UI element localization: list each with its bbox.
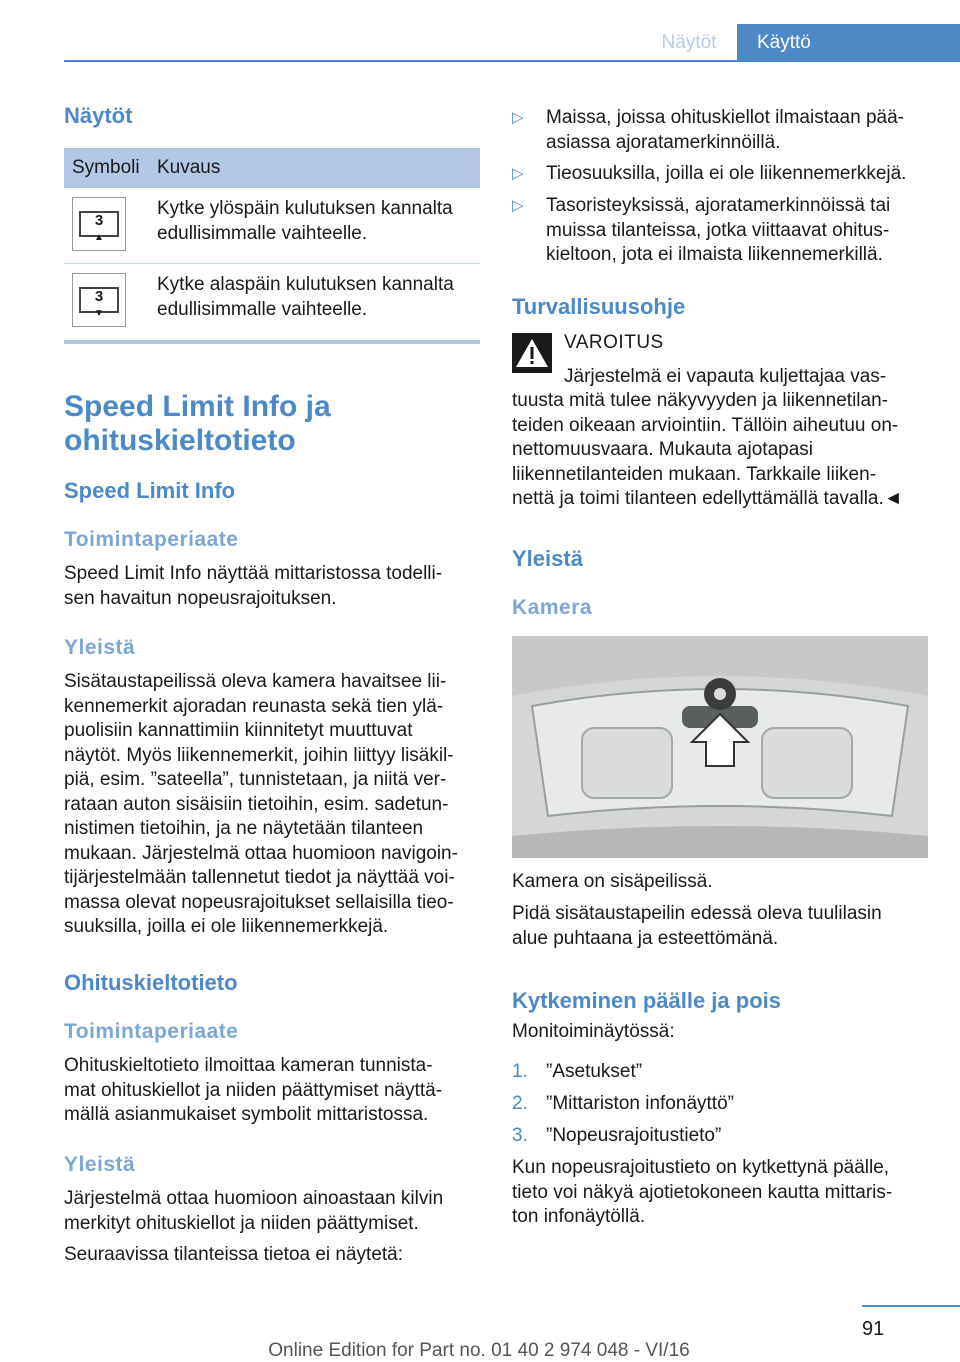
triangle-bullet-icon: ▷ (512, 109, 524, 126)
gear-down-icon: 3 ▼ (72, 273, 126, 327)
footer-rule (862, 1305, 960, 1307)
heading-switch: Kytkeminen päälle ja pois (512, 988, 781, 1013)
triangle-bullet-icon: ▷ (512, 165, 524, 182)
table-header (64, 148, 480, 188)
paragraph-principle-2: Ohituskieltotieto ilmoittaa kameran tunnista- mat ohituskiellot ja niiden päättymiset näyttä- mällä asianmukaiset symbolit mittaristossa. (64, 1055, 443, 1125)
header-tab-operation: Käyttö (737, 24, 960, 62)
page-number: 91 (862, 1318, 885, 1340)
heading-speed-limit-info: Speed Limit Info (64, 478, 236, 503)
heading-principle: Toimintaperiaate (64, 528, 239, 551)
section-title-displays: Näytöt (64, 103, 133, 128)
list-item: ▷ Maissa, joissa ohituskiellot ilmaistaan pää- asiassa ajoratamerkinnöillä. (512, 107, 904, 153)
heading-overtaking: Ohituskieltotieto (64, 970, 238, 995)
header-tab-displays: Näytöt (661, 32, 717, 53)
table-row: Kytke ylöspäin kulutuksen kannalta edullisimmalle vaihteelle. (157, 198, 453, 244)
camera-illustration (512, 636, 928, 858)
warning-first-line: Järjestelmä ei vapauta kuljettajaa vas- (564, 366, 887, 387)
footer-edition: Online Edition for Part no. 01 40 2 974 048 - VI/16 (268, 1340, 690, 1361)
heading-camera: Kamera (512, 596, 593, 619)
warning-icon (512, 333, 552, 373)
switch-intro: Monitoiminäytössä: (512, 1021, 675, 1042)
heading-general-2: Yleistä (64, 1153, 136, 1176)
table-row: Kytke alaspäin kulutuksen kannalta edullisimmalle vaihteelle. (157, 274, 454, 320)
heading-principle-2: Toimintaperiaate (64, 1020, 239, 1043)
warning-text: tuusta mitä tulee näkyvyyden ja liikennetilan- teiden oikeaan arviointiin. Tällöin aiheutuu on- nettomuusvaara. Mukauta ajotapasi liikennetilanteiden mukaan. Tarkkaile liiken- nettä ja toimi tilanteen edellyttämällä tavalla.◄ (512, 390, 903, 509)
warning-label: VAROITUS (564, 332, 664, 353)
col-symbol: Symboli (72, 157, 140, 178)
page-title: Speed Limit Info ja ohituskieltotieto (64, 390, 331, 457)
heading-general-right: Yleistä (512, 546, 583, 571)
paragraph-general: Sisätaustapeilissä oleva kamera havaitsee lii- kennemerkit ajoradan reunasta sekä tien ylä- puolisiin kannattimiin kiinnitetyt muuttuvat näytöt. Myös liikennemerkit, joihin liittyy lisäkil- piä, esim. ”sateella”, tunnistetaan, ja niitä ver- rataan auton sisäisiin tietoihin, esim. sadetun- nistimen tietoihin, ja ne näytetään tilanteen mukaan. Järjestelmä ottaa huomioon navigoin- tijärjestelmään tallennetut tiedot ja näyttää voi- massa olevat nopeusrajoitukset sellaisilla tieo- suuksilla, joilla ei ole liikennemerkkejä. (64, 671, 458, 937)
final-paragraph: Kun nopeusrajoitustieto on kytkettynä päälle, tieto voi näkyä ajotietokoneen kautta mittaris- ton infonäytöllä. (512, 1157, 893, 1227)
list-item: ▷ Tasoristeyksissä, ajoratamerkinnöissä tai muissa tilanteissa, jotka viittaavat ohitus- kieltoon, jota ei ilmaista liikennemerkillä. (512, 195, 891, 265)
row-divider (64, 263, 480, 264)
camera-text: Pidä sisätaustapeilin edessä oleva tuulilasin alue puhtaana ja esteettömänä. (512, 903, 882, 949)
paragraph-general-2: Järjestelmä ottaa huomioon ainoastaan kilvin merkityt ohituskiellot ja niiden päättymiset. (64, 1188, 444, 1234)
paragraph-situations: Seuraavissa tilanteissa tietoa ei näytetä: (64, 1244, 404, 1265)
table-end-rule (64, 340, 480, 344)
col-description: Kuvaus (157, 157, 221, 178)
gear-up-icon: 3 ▲ (72, 197, 126, 251)
list-item: ▷ Tieosuuksilla, joilla ei ole liikennemerkkejä. (512, 162, 932, 188)
header-rule (64, 60, 960, 62)
paragraph-principle: Speed Limit Info näyttää mittaristossa todelli- sen havaitun nopeusrajoituksen. (64, 563, 443, 609)
camera-caption: Kamera on sisäpeilissä. (512, 871, 713, 892)
triangle-bullet-icon: ▷ (512, 197, 524, 214)
heading-general: Yleistä (64, 636, 136, 659)
heading-safety: Turvallisuusohje (512, 294, 686, 319)
